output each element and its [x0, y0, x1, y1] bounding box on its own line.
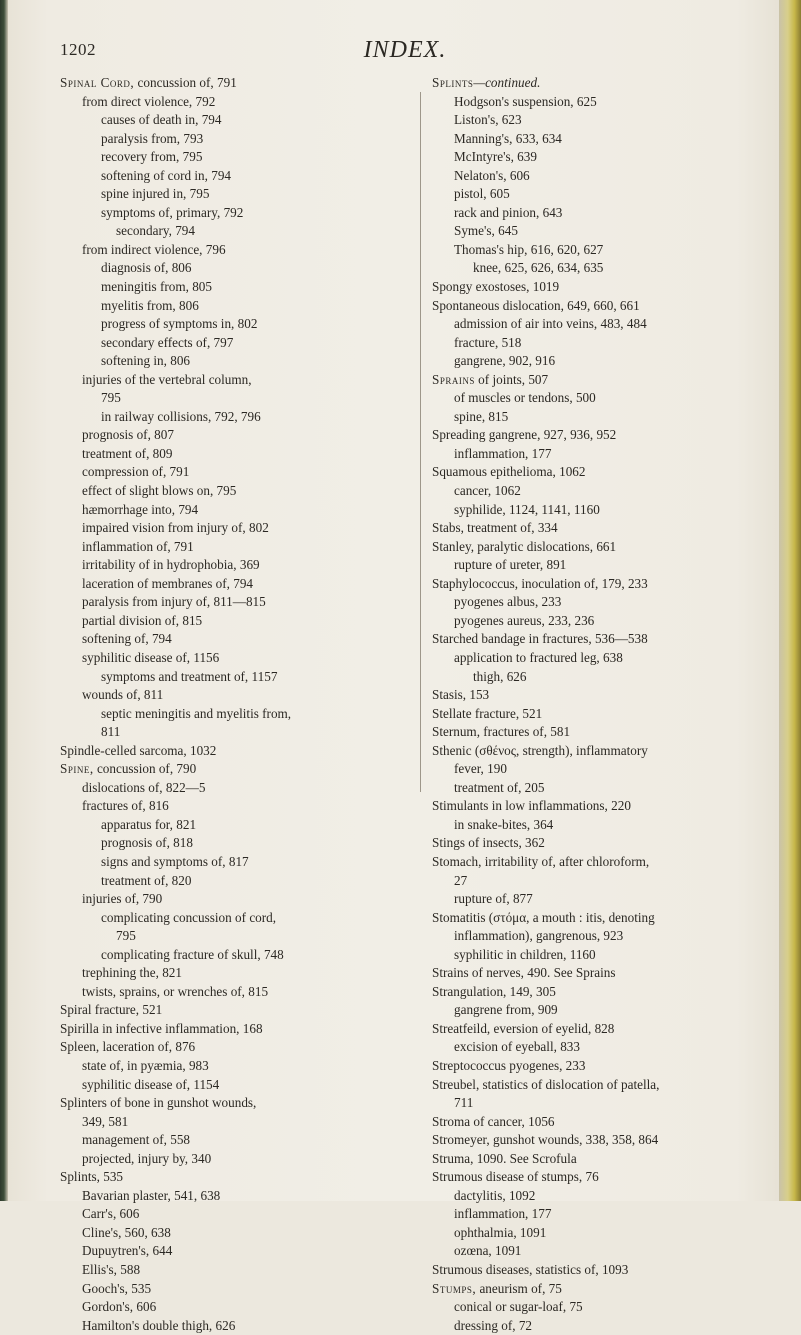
index-subentry [60, 1150, 410, 1169]
index-entry-text: inflammation of, 791 [82, 538, 194, 554]
index-entry-text: gangrene from, 909 [454, 1002, 558, 1018]
index-subentry [60, 983, 410, 1002]
index-subentry [60, 315, 410, 334]
index-entry-text: Staphylococcus, inoculation of, 179, 233 [432, 575, 648, 591]
index-subentry [60, 946, 410, 965]
index-subentry [60, 556, 410, 575]
index-subentry [60, 1076, 410, 1095]
index-entry-text: knee, 625, 626, 634, 635 [473, 260, 604, 276]
index-entry-text: Thomas's hip, 616, 620, 627 [454, 241, 604, 257]
index-entry-text: Gordon's, 606 [82, 1299, 157, 1315]
index-entry [432, 1131, 782, 1150]
index-entry [432, 519, 782, 538]
index-entry-text: progress of symptoms in, 802 [101, 316, 258, 332]
index-subentry [432, 259, 782, 278]
index-entry-text: fractures of, 816 [82, 798, 169, 814]
index-subentry [432, 946, 782, 965]
index-entry-text: meningitis from, 805 [101, 279, 212, 295]
index-entry-text: 349, 581 [82, 1113, 129, 1129]
index-entry-text: pistol, 605 [454, 186, 510, 202]
index-subentry [60, 445, 410, 464]
index-subentry [432, 1224, 782, 1243]
index-subentry [60, 779, 410, 798]
index-subentry [60, 834, 410, 853]
index-entry-text: ozœna, 1091 [454, 1243, 522, 1259]
index-entry-text: secondary, 794 [116, 223, 195, 239]
index-subentry [60, 1224, 410, 1243]
index-entry-text: 811 [101, 724, 121, 740]
index-entry-text: state of, in pyæmia, 983 [82, 1057, 209, 1073]
index-subentry [60, 389, 410, 408]
index-subentry [60, 371, 410, 390]
index-subentry [60, 890, 410, 909]
index-entry-text: Nelaton's, 606 [454, 167, 530, 183]
index-entry-text: treatment of, 809 [82, 445, 173, 461]
index-subentry [60, 334, 410, 353]
index-subentry [60, 649, 410, 668]
index-entry-text: fever, 190 [454, 761, 507, 777]
index-subentry [60, 167, 410, 186]
index-entry-text: from indirect violence, 796 [82, 241, 226, 257]
index-subentry [60, 668, 410, 687]
index-entry-text: conical or sugar-loaf, 75 [454, 1299, 583, 1315]
index-subentry [60, 278, 410, 297]
index-entry-text: Sternum, fractures of, 581 [432, 724, 571, 740]
index-entry [432, 538, 782, 557]
index-entry [432, 705, 782, 724]
index-entry [432, 1076, 782, 1095]
index-subentry [432, 241, 782, 260]
index-entry-text: Bavarian plaster, 541, 638 [82, 1187, 221, 1203]
index-entry-text: Spleen, laceration of, 876 [60, 1039, 196, 1055]
index-entry-text: aneurism of, 75 [476, 1280, 562, 1296]
index-subentry [60, 93, 410, 112]
index-subentry [60, 148, 410, 167]
index-entry [60, 1020, 410, 1039]
index-subentry [432, 890, 782, 909]
index-entry-text: compression of, 791 [82, 464, 190, 480]
index-entry [60, 760, 410, 779]
index-subentry [60, 241, 410, 260]
index-entry-text: paralysis from injury of, 811—815 [82, 594, 266, 610]
index-entry-text: Stomatitis (στόμα, a mouth : itis, denoting [432, 909, 655, 925]
index-entry-text: septic meningitis and myelitis from, [101, 705, 292, 721]
index-entry-text: Stasis, 153 [432, 687, 490, 703]
index-entry-text: inflammation), gangrenous, 923 [454, 928, 624, 944]
index-subentry [432, 1242, 782, 1261]
index-subentry [60, 593, 410, 612]
index-entry-text: Strumous diseases, statistics of, 1093 [432, 1262, 629, 1277]
index-subentry [60, 964, 410, 983]
index-entry [432, 1280, 782, 1299]
index-subentry [60, 723, 410, 742]
index-entry [432, 426, 782, 445]
index-entry [432, 853, 782, 872]
index-entry-text: of joints, 507 [474, 371, 549, 387]
index-entry-text: partial division of, 815 [82, 612, 203, 628]
index-entry [432, 1020, 782, 1039]
index-entry-text: symptoms of, primary, 792 [101, 204, 244, 220]
index-subentry [60, 1187, 410, 1206]
index-subentry [60, 408, 410, 427]
index-entry [60, 1168, 410, 1187]
index-entry [60, 1094, 410, 1113]
column-divider [420, 92, 421, 792]
index-entry-text: Manning's, 633, 634 [454, 130, 562, 146]
index-entry-text: Hamilton's double thigh, 626 [82, 1317, 236, 1333]
index-entry-text: Carr's, 606 [82, 1206, 140, 1222]
index-entry-text: Hodgson's suspension, 625 [454, 93, 597, 109]
index-subentry [60, 130, 410, 149]
index-subentry [432, 408, 782, 427]
index-entry-text: —continued. [473, 75, 541, 90]
index-entry-text: laceration of membranes of, 794 [82, 575, 254, 591]
index-entry-text: Spiral fracture, 521 [60, 1002, 163, 1018]
index-subentry [60, 482, 410, 501]
index-subentry [60, 501, 410, 520]
book-binding-edge [779, 0, 801, 1201]
index-subentry [60, 111, 410, 130]
index-entry-text: Liston's, 623 [454, 112, 522, 128]
index-entry-text: impaired vision from injury of, 802 [82, 520, 269, 536]
index-entry [432, 1261, 782, 1280]
index-entry-text: inflammation, 177 [454, 445, 552, 461]
index-entry-text: ophthalmia, 1091 [454, 1224, 547, 1240]
index-entry-text: Dupuytren's, 644 [82, 1243, 173, 1259]
index-heading-term: Stumps, [432, 1280, 477, 1296]
index-entry-text: syphilide, 1124, 1141, 1160 [454, 501, 600, 517]
index-subentry [60, 1317, 410, 1335]
index-subentry [432, 389, 782, 408]
index-subentry [60, 686, 410, 705]
index-subentry [432, 167, 782, 186]
index-subentry [432, 222, 782, 241]
index-entry-text: dactylitis, 1092 [454, 1187, 536, 1203]
index-entry-text: Stabs, treatment of, 334 [432, 520, 558, 536]
index-entry-text: application to fractured leg, 638 [454, 649, 623, 665]
index-entry-text: Splinters of bone in gunshot wounds, [60, 1095, 257, 1111]
index-subentry [60, 1242, 410, 1261]
index-entry-text: projected, injury by, 340 [82, 1150, 212, 1166]
index-entry-text: spine, 815 [454, 408, 509, 424]
index-subentry [432, 649, 782, 668]
index-heading-term: Spinal Cord, [60, 75, 135, 90]
index-subentry [432, 204, 782, 223]
index-entry-text: Sthenic (σθένος, strength), inflammatory [432, 742, 648, 758]
index-subentry [432, 334, 782, 353]
page-title: INDEX. [363, 37, 447, 63]
index-subentry [60, 1261, 410, 1280]
index-subentry [432, 482, 782, 501]
index-entry [432, 463, 782, 482]
index-entry [432, 834, 782, 853]
index-entry-text: injuries of, 790 [82, 891, 163, 907]
index-entry-text: Spirilla in infective inflammation, 168 [60, 1020, 263, 1036]
index-entry [432, 983, 782, 1002]
index-entry-text: paralysis from, 793 [101, 130, 204, 146]
index-subentry [60, 222, 410, 241]
index-subentry [432, 872, 782, 891]
index-entry-text: admission of air into veins, 483, 484 [454, 316, 647, 332]
index-heading-term: Sprains [432, 371, 475, 387]
index-subentry [432, 779, 782, 798]
page-header [60, 37, 750, 70]
index-entry-text: Cline's, 560, 638 [82, 1224, 171, 1240]
index-subentry [432, 1317, 782, 1335]
index-entry [432, 909, 782, 928]
index-entry-text: excision of eyeball, 833 [454, 1039, 580, 1055]
index-entry-text: softening in, 806 [101, 353, 191, 369]
index-subentry [60, 297, 410, 316]
index-entry-text: prognosis of, 807 [82, 427, 174, 443]
index-subentry [432, 668, 782, 687]
index-entry-text: concussion of, 791 [134, 75, 237, 90]
index-entry-text: fracture, 518 [454, 334, 522, 350]
index-entry-text: effect of slight blows on, 795 [82, 483, 237, 499]
index-subentry [432, 1298, 782, 1317]
index-subentry [60, 853, 410, 872]
index-subentry [60, 797, 410, 816]
index-subentry [60, 816, 410, 835]
index-entry-text: Strangulation, 149, 305 [432, 983, 556, 999]
index-entry-text: Spreading gangrene, 927, 936, 952 [432, 427, 617, 443]
index-entry-text: Stings of insects, 362 [432, 835, 545, 851]
index-subentry [432, 111, 782, 130]
index-entry-text: Spindle-celled sarcoma, 1032 [60, 742, 217, 758]
index-subentry [60, 1205, 410, 1224]
index-entry-text: Squamous epithelioma, 1062 [432, 464, 586, 480]
index-entry-text: rack and pinion, 643 [454, 204, 563, 220]
index-entry-text: Syme's, 645 [454, 223, 518, 239]
index-entry-text: 711 [454, 1095, 474, 1111]
index-entry-text: rupture of ureter, 891 [454, 557, 567, 573]
index-entry [432, 1057, 782, 1076]
index-entry [60, 1001, 410, 1020]
index-entry-text: in snake-bites, 364 [454, 816, 554, 832]
index-subentry [432, 1038, 782, 1057]
index-entry-text: Stromeyer, gunshot wounds, 338, 358, 864 [432, 1132, 659, 1148]
index-entry-text: twists, sprains, or wrenches of, 815 [82, 983, 269, 999]
index-entry-text: complicating concussion of cord, [101, 909, 277, 925]
index-entry-text: injuries of the vertebral column, [82, 371, 252, 387]
index-subentry [60, 538, 410, 557]
index-subentry [432, 612, 782, 631]
index-entry-text: in railway collisions, 792, 796 [101, 408, 261, 424]
index-entry-text: complicating fracture of skull, 748 [101, 946, 284, 962]
index-entry [432, 742, 782, 761]
index-entry [432, 1113, 782, 1132]
index-entry-text: 795 [116, 928, 136, 944]
index-entry-text: hæmorrhage into, 794 [82, 501, 199, 517]
index-entry-text: Streptococcus pyogenes, 233 [432, 1057, 586, 1073]
index-entry-text: Streatfeild, eversion of eyelid, 828 [432, 1020, 615, 1036]
index-subentry [60, 1057, 410, 1076]
index-entry-text: treatment of, 205 [454, 779, 545, 795]
index-entry-text: Stomach, irritability of, after chloroform, [432, 853, 650, 869]
index-subentry [60, 630, 410, 649]
index-subentry [432, 148, 782, 167]
index-entry-text: prognosis of, 818 [101, 835, 193, 851]
index-subentry [432, 760, 782, 779]
index-entry-text: Stellate fracture, 521 [432, 705, 543, 721]
index-subentry [60, 1280, 410, 1299]
index-subentry [432, 501, 782, 520]
index-entry [432, 630, 782, 649]
index-subentry [432, 816, 782, 835]
index-heading-term: Spine, [60, 761, 94, 777]
index-entry [432, 1150, 782, 1169]
index-entry-text: Stanley, paralytic dislocations, 661 [432, 538, 617, 554]
index-entry-text: rupture of, 877 [454, 891, 533, 907]
index-entry-text: Stroma of cancer, 1056 [432, 1113, 555, 1129]
index-subentry [60, 426, 410, 445]
index-entry-text: syphilitic disease of, 1156 [82, 649, 220, 665]
index-entry-text: myelitis from, 806 [101, 297, 199, 313]
index-entry-text: dressing of, 72 [454, 1317, 533, 1333]
index-subentry [432, 1205, 782, 1224]
index-subentry [60, 352, 410, 371]
index-subentry [60, 185, 410, 204]
index-entry-text: spine injured in, 795 [101, 186, 210, 202]
index-subentry [432, 556, 782, 575]
index-entry-text: trephining the, 821 [82, 965, 182, 981]
index-subentry [432, 352, 782, 371]
index-entry-text: Spontaneous dislocation, 649, 660, 661 [432, 297, 640, 313]
index-entry-text: thigh, 626 [473, 668, 527, 684]
index-subentry [60, 1298, 410, 1317]
index-entry-text: of muscles or tendons, 500 [454, 390, 596, 406]
index-heading-term: Splints [432, 75, 474, 90]
index-subentry [432, 927, 782, 946]
index-entry-text: gangrene, 902, 916 [454, 353, 556, 369]
index-entry-text: diagnosis of, 806 [101, 260, 192, 276]
index-entry-text: Gooch's, 535 [82, 1280, 152, 1296]
index-subentry [60, 204, 410, 223]
index-entry [432, 297, 782, 316]
index-entry-text: secondary effects of, 797 [101, 334, 234, 350]
index-entry-text: treatment of, 820 [101, 872, 192, 888]
index-entry-text: Strumous disease of stumps, 76 [432, 1169, 599, 1185]
index-subentry [60, 872, 410, 891]
index-subentry [60, 575, 410, 594]
index-entry-text: Starched bandage in fractures, 536—538 [432, 631, 648, 647]
index-entry [432, 686, 782, 705]
index-subentry [60, 705, 410, 724]
index-entry [432, 371, 782, 390]
index-subentry [60, 909, 410, 928]
index-entry-text: McIntyre's, 639 [454, 149, 537, 165]
index-entry-text: recovery from, 795 [101, 149, 203, 165]
index-entry-text: 27 [454, 872, 468, 888]
index-subentry [60, 1113, 410, 1132]
index-subentry [60, 519, 410, 538]
index-column-left [60, 74, 410, 1335]
page-gutter-shadow [0, 0, 8, 1201]
index-subentry [432, 1001, 782, 1020]
index-subentry [432, 130, 782, 149]
index-entry [60, 742, 410, 761]
index-subentry [432, 445, 782, 464]
index-entry-text: pyogenes albus, 233 [454, 594, 562, 610]
index-entry-text: Splints, 535 [60, 1169, 124, 1185]
index-entry [60, 1038, 410, 1057]
index-entry-text: dislocations of, 822—5 [82, 779, 206, 795]
index-subentry [432, 593, 782, 612]
index-entry-text: concussion of, 790 [93, 761, 197, 777]
index-entry [432, 575, 782, 594]
index-entry-text: syphilitic in children, 1160 [454, 946, 596, 962]
index-entry [432, 278, 782, 297]
page-number: 1202 [60, 40, 96, 59]
index-subentry [60, 463, 410, 482]
index-entry [432, 1168, 782, 1187]
index-entry-text: causes of death in, 794 [101, 112, 222, 128]
index-entry-text: softening of, 794 [82, 631, 172, 647]
index-entry-text: Streubel, statistics of dislocation of patella, [432, 1076, 660, 1092]
index-entry-text: Strains of nerves, 490. See Sprains [432, 965, 616, 981]
index-entry [432, 723, 782, 742]
index-entry [432, 74, 782, 93]
index-subentry [432, 185, 782, 204]
index-column-right [432, 74, 782, 1335]
index-subentry [432, 93, 782, 112]
index-entry-text: apparatus for, 821 [101, 816, 197, 832]
index-entry-text: symptoms and treatment of, 1157 [101, 668, 278, 684]
index-subentry [60, 1131, 410, 1150]
index-subentry [432, 1187, 782, 1206]
index-entry-text: Ellis's, 588 [82, 1262, 141, 1277]
index-entry-text: wounds of, 811 [82, 687, 164, 703]
index-entry-text: cancer, 1062 [454, 483, 521, 499]
index-subentry [60, 927, 410, 946]
index-subentry [432, 1094, 782, 1113]
index-entry [432, 797, 782, 816]
index-entry-text: signs and symptoms of, 817 [101, 853, 249, 869]
index-entry-text: from direct violence, 792 [82, 93, 216, 109]
index-entry-text: inflammation, 177 [454, 1206, 552, 1222]
index-entry-text: Struma, 1090. See Scrofula [432, 1150, 577, 1166]
index-subentry [60, 259, 410, 278]
index-entry-text: 795 [101, 390, 121, 406]
index-entry-text: pyogenes aureus, 233, 236 [454, 612, 595, 628]
index-entry-text: management of, 558 [82, 1132, 191, 1148]
index-entry-text: syphilitic disease of, 1154 [82, 1076, 220, 1092]
index-subentry [432, 315, 782, 334]
index-entry-text: irritability of in hydrophobia, 369 [82, 557, 260, 573]
index-subentry [60, 612, 410, 631]
index-entry-text: softening of cord in, 794 [101, 167, 232, 183]
index-entry-text: Spongy exostoses, 1019 [432, 279, 560, 295]
index-entry-text: Stimulants in low inflammations, 220 [432, 798, 631, 814]
index-entry [432, 964, 782, 983]
index-entry [60, 74, 410, 93]
